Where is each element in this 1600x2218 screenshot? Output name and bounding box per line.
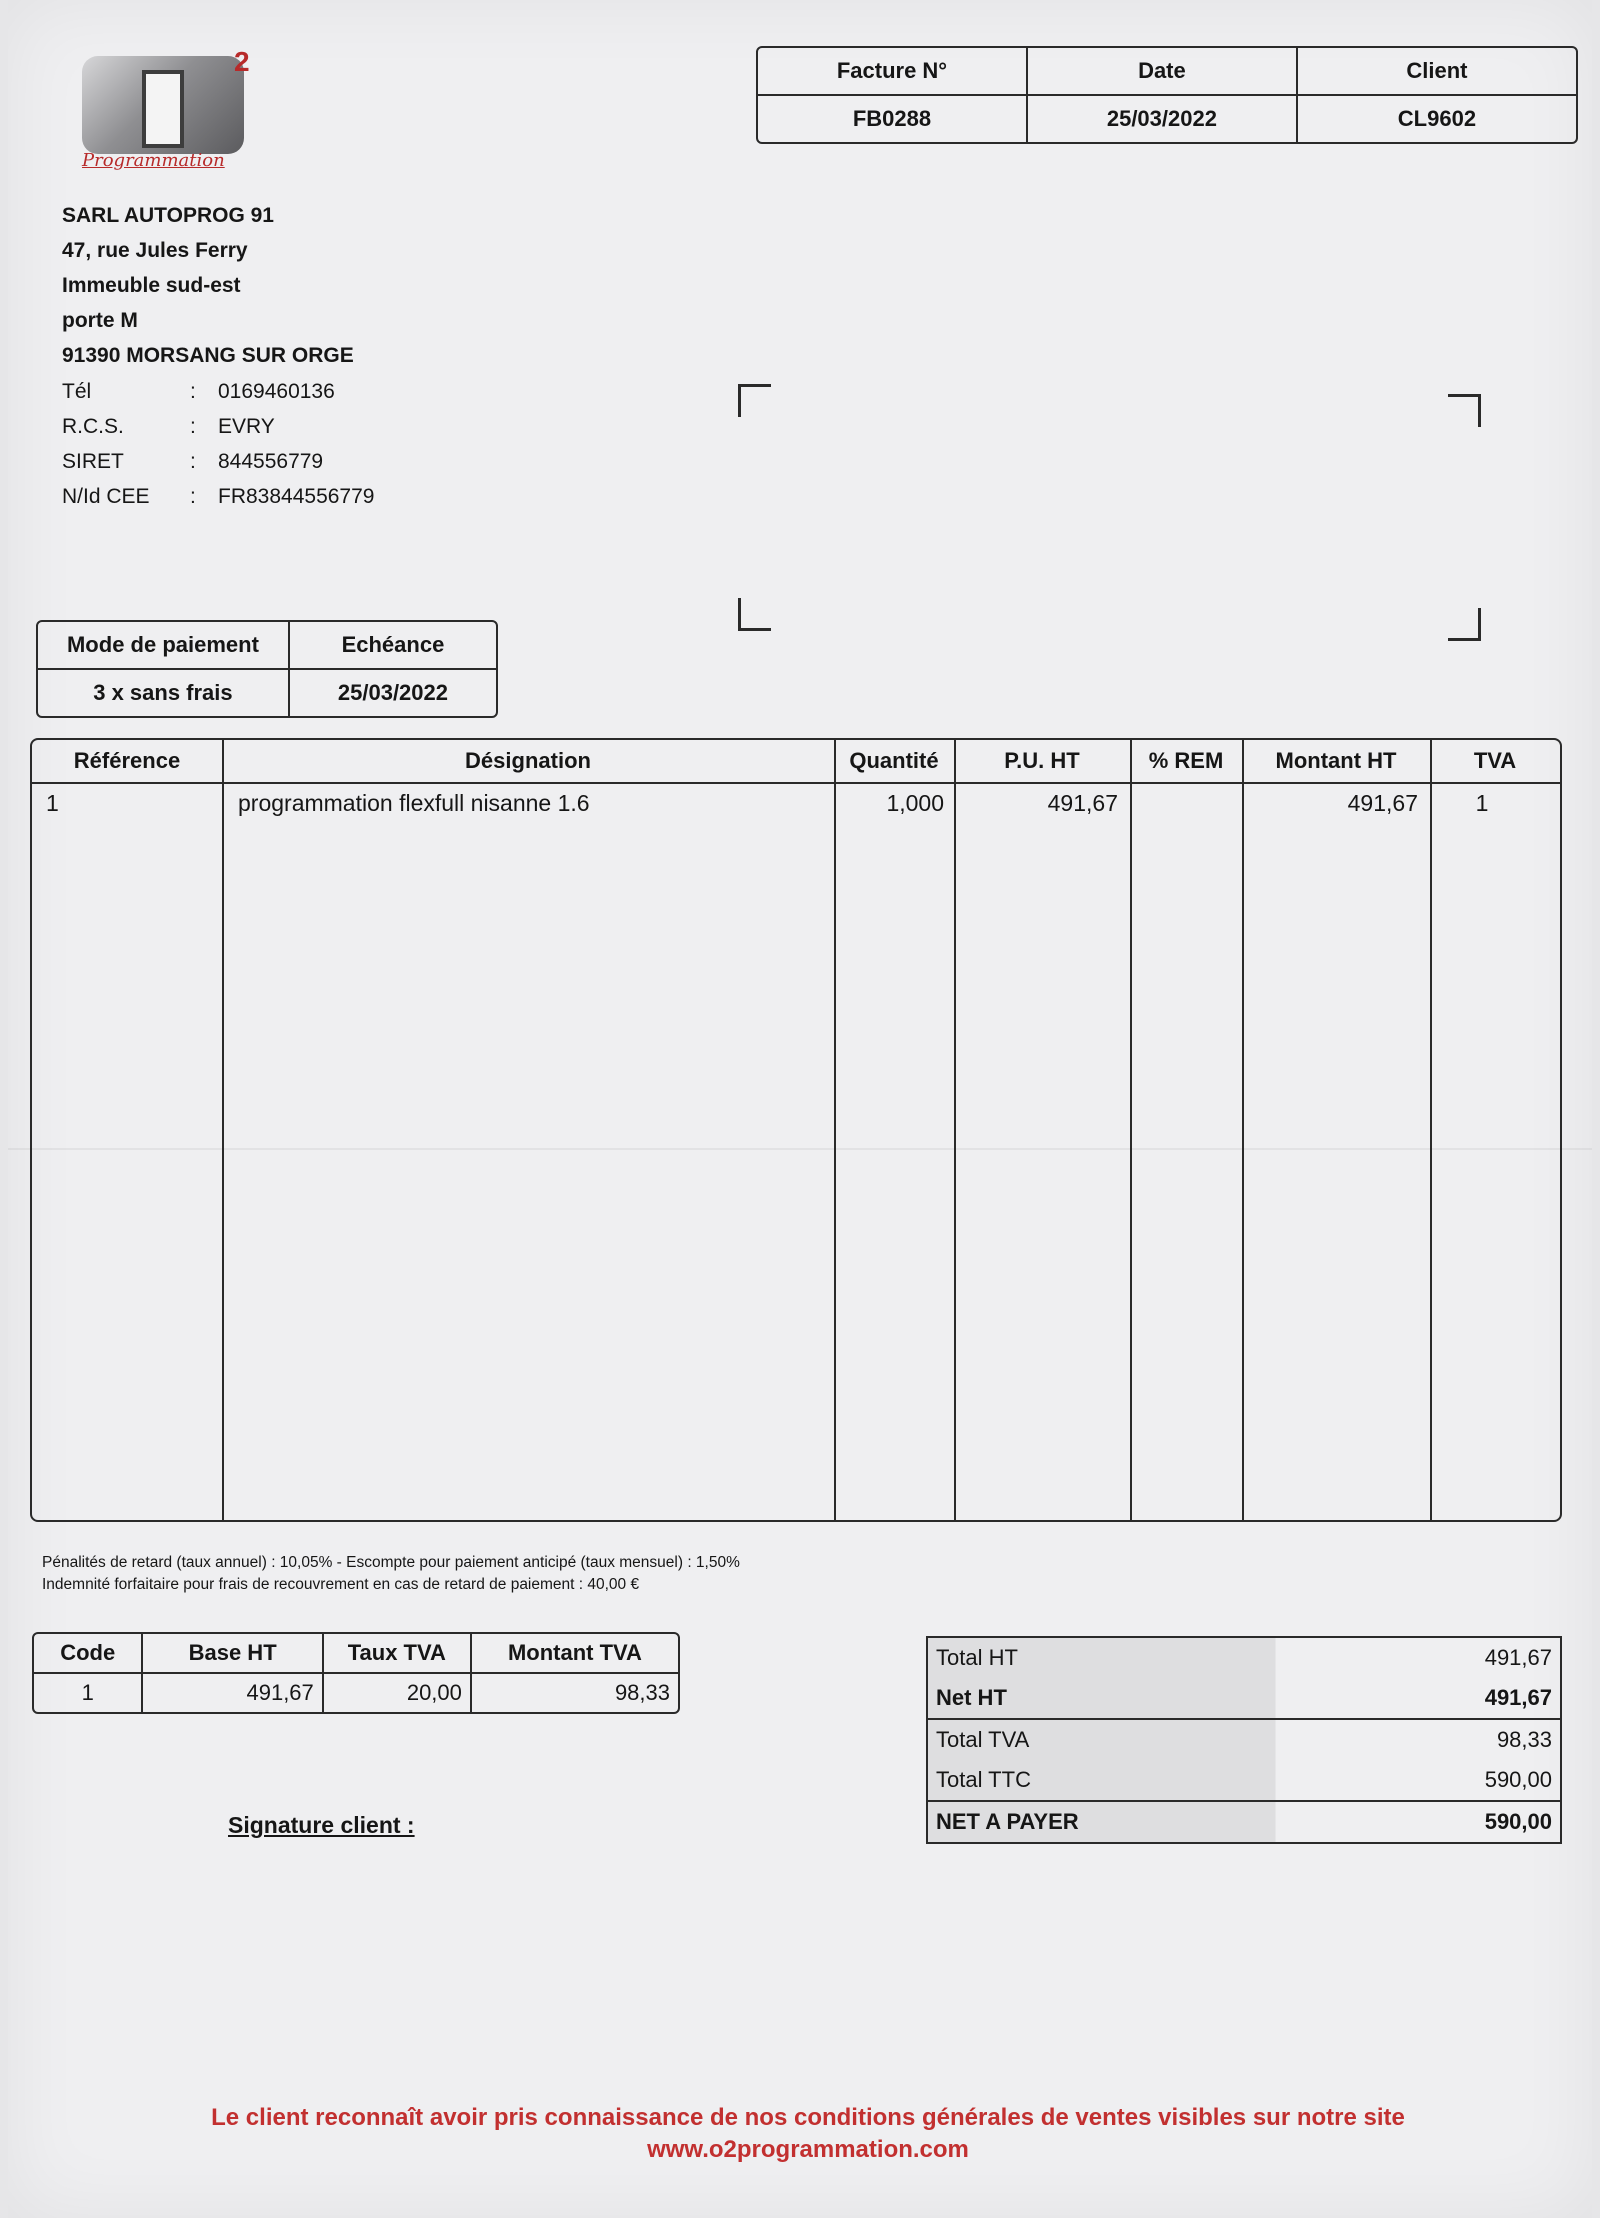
header-vat: TVA bbox=[1473, 748, 1517, 773]
client-code: CL9602 bbox=[1397, 106, 1477, 131]
header-designation: Désignation bbox=[465, 748, 591, 773]
detail-row bbox=[62, 409, 374, 444]
total-tva-row bbox=[928, 1718, 1560, 1760]
header-amount: Montant HT bbox=[1275, 748, 1397, 773]
column-divider bbox=[834, 740, 956, 1520]
column-divider bbox=[1242, 740, 1432, 1520]
window-corner bbox=[1448, 394, 1481, 427]
total-ht-value: 491,67 bbox=[1484, 1645, 1552, 1670]
company-name: SARL AUTOPROG 91 bbox=[62, 204, 274, 227]
date-label: Date bbox=[1028, 48, 1298, 96]
vat-base: 491,67 bbox=[143, 1674, 323, 1712]
total-ht-label: Total HT bbox=[936, 1645, 1018, 1670]
company-street: 47, rue Jules Ferry bbox=[62, 239, 248, 262]
line-unit-price: 491,67 bbox=[1047, 790, 1118, 816]
company-logo bbox=[70, 46, 250, 184]
payment-mode: 3 x sans frais bbox=[38, 670, 290, 716]
net-ht-row bbox=[928, 1678, 1560, 1718]
penalty-line: Indemnité forfaitaire pour frais de recouvrement en cas de retard de paiement : 40,00 € bbox=[42, 1576, 640, 1593]
logo-box bbox=[82, 56, 244, 154]
total-tva-value: 98,33 bbox=[1496, 1727, 1552, 1752]
invoice-header-table bbox=[756, 46, 1578, 144]
vat-code: 1 bbox=[34, 1674, 143, 1712]
detail-row bbox=[62, 479, 374, 514]
vat-header-base: Base HT bbox=[143, 1634, 323, 1674]
window-corner bbox=[738, 384, 771, 417]
total-ttc-label: Total TTC bbox=[936, 1767, 1031, 1792]
total-ttc-value: 590,00 bbox=[1484, 1767, 1552, 1792]
signature-label: Signature client : bbox=[228, 1812, 415, 1838]
total-tva-label: Total TVA bbox=[936, 1727, 1030, 1752]
logo-shape bbox=[142, 70, 184, 148]
column-divider bbox=[954, 740, 1132, 1520]
invoice-date: 25/03/2022 bbox=[1028, 96, 1298, 142]
window-corner bbox=[738, 598, 771, 631]
net-to-pay-label: NET A PAYER bbox=[936, 1809, 1079, 1834]
detail-value: FR83844556779 bbox=[218, 485, 375, 508]
invoice-page bbox=[8, 0, 1592, 2218]
detail-label: N/Id CEE bbox=[62, 485, 150, 508]
vat-rate: 20,00 bbox=[324, 1674, 472, 1712]
detail-value: EVRY bbox=[218, 415, 275, 438]
column-divider bbox=[32, 740, 224, 1520]
header-unit-price: P.U. HT bbox=[1004, 748, 1080, 773]
payment-table bbox=[36, 620, 498, 718]
line-amount: 491,67 bbox=[1347, 790, 1418, 816]
total-ht-row bbox=[928, 1638, 1560, 1678]
company-details bbox=[62, 374, 374, 514]
logo-script-text: Programmation bbox=[82, 150, 225, 171]
invoice-number-label: Facture N° bbox=[758, 48, 1028, 96]
detail-separator: : bbox=[190, 380, 196, 403]
line-vat: 1 bbox=[1475, 790, 1489, 816]
window-corner bbox=[1448, 608, 1481, 641]
client-label: Client bbox=[1298, 48, 1576, 96]
due-date: 25/03/2022 bbox=[337, 680, 448, 705]
detail-row bbox=[62, 374, 374, 409]
total-ttc-row bbox=[928, 1760, 1560, 1800]
company-city: 91390 MORSANG SUR ORGE bbox=[62, 344, 354, 367]
invoice-number: FB0288 bbox=[758, 96, 1028, 142]
line-quantity: 1,000 bbox=[886, 790, 944, 816]
footer-website: www.o2programmation.com bbox=[647, 2136, 969, 2163]
company-building: Immeuble sud-est bbox=[62, 274, 241, 297]
vat-header-rate: Taux TVA bbox=[324, 1634, 472, 1674]
logo-superscript: 2 bbox=[234, 46, 250, 77]
totals-box bbox=[926, 1636, 1562, 1844]
header-discount: % REM bbox=[1148, 748, 1224, 773]
net-ht-value: 491,67 bbox=[1484, 1685, 1552, 1710]
line-reference: 1 bbox=[46, 790, 59, 816]
vat-amount: 98,33 bbox=[614, 1680, 670, 1705]
footer-conditions: Le client reconnaît avoir pris connaissance de nos conditions générales de ventes visibles sur notre site bbox=[211, 2104, 1405, 2131]
column-divider bbox=[222, 740, 836, 1520]
penalty-line: Pénalités de retard (taux annuel) : 10,05% - Escompte pour paiement anticipé (taux mensuel) : 1,50% bbox=[42, 1554, 740, 1571]
detail-label: Tél bbox=[62, 380, 92, 403]
payment-mode-label: Mode de paiement bbox=[38, 622, 290, 670]
header-reference: Référence bbox=[73, 748, 181, 773]
detail-value: 844556779 bbox=[218, 450, 324, 473]
vat-table bbox=[32, 1632, 680, 1714]
due-date-label: Echéance bbox=[290, 622, 496, 670]
net-ht-label: Net HT bbox=[936, 1685, 1007, 1710]
detail-separator: : bbox=[190, 485, 196, 508]
net-to-pay-row bbox=[928, 1800, 1560, 1842]
header-quantity: Quantité bbox=[849, 748, 939, 773]
detail-separator: : bbox=[190, 415, 196, 438]
footer-note bbox=[8, 2102, 1600, 2166]
detail-label: R.C.S. bbox=[62, 415, 124, 438]
invoice-lines-table bbox=[30, 738, 1562, 1522]
net-to-pay-value: 590,00 bbox=[1484, 1809, 1552, 1834]
penalties-note bbox=[42, 1552, 740, 1596]
column-divider bbox=[1130, 740, 1244, 1520]
line-designation: programmation flexfull nisanne 1.6 bbox=[238, 790, 590, 816]
detail-value: 0169460136 bbox=[218, 380, 335, 403]
detail-row bbox=[62, 444, 374, 479]
detail-label: SIRET bbox=[62, 450, 124, 473]
vat-header-amount: Montant TVA bbox=[472, 1634, 678, 1674]
company-door: porte M bbox=[62, 309, 138, 332]
detail-separator: : bbox=[190, 450, 196, 473]
vat-header-code: Code bbox=[34, 1634, 143, 1674]
company-address bbox=[62, 198, 354, 373]
